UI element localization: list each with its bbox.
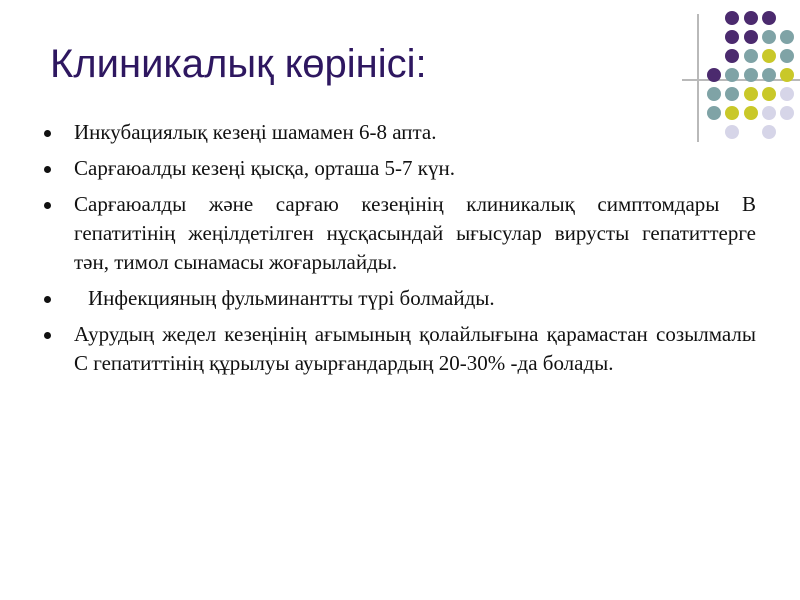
decorative-dot bbox=[780, 106, 794, 120]
decorative-dot bbox=[780, 49, 794, 63]
decorative-dot bbox=[725, 11, 739, 25]
slide-title: Клиникалық көрінісі: bbox=[50, 42, 427, 86]
decorative-dot bbox=[725, 49, 739, 63]
decorative-dot bbox=[762, 106, 776, 120]
decorative-dot bbox=[762, 49, 776, 63]
decorative-dot bbox=[744, 30, 758, 44]
bullet-list bbox=[44, 118, 756, 385]
decorative-dot bbox=[707, 87, 721, 101]
bullet-marker bbox=[44, 332, 51, 339]
bullet-item bbox=[44, 320, 756, 378]
decorative-horizontal-rule bbox=[682, 79, 800, 81]
bullet-item bbox=[44, 154, 756, 183]
decorative-dot bbox=[780, 87, 794, 101]
bullet-text: Сарғаюалды және сарғаю кезеңінің клиникалық симптомдары В гепатитінің жеңілдетілген нұсқасындай ығысулар вирусты гепатиттерге тән, тимол сынамасы жоғарылайды. bbox=[74, 192, 756, 274]
decorative-dot bbox=[762, 125, 776, 139]
bullet-marker bbox=[44, 166, 51, 173]
bullet-text: Аурудың жедел кезеңінің ағымының қолайлығына қарамастан созылмалы С гепатиттінің құрылуы ауырғандардың 20-30% -да болады. bbox=[74, 322, 756, 375]
bullet-text: Инфекцияның фульминантты түрі болмайды. bbox=[88, 286, 495, 310]
decorative-dot bbox=[744, 49, 758, 63]
decorative-dot bbox=[780, 30, 794, 44]
bullet-text: Сарғаюалды кезеңі қысқа, орташа 5-7 күн. bbox=[74, 156, 455, 180]
bullet-text: Инкубациялық кезеңі шамамен 6-8 апта. bbox=[74, 120, 437, 144]
decorative-dot bbox=[744, 87, 758, 101]
decorative-dot bbox=[762, 87, 776, 101]
decorative-dot bbox=[725, 87, 739, 101]
bullet-item bbox=[44, 118, 756, 147]
decorative-dot bbox=[725, 30, 739, 44]
decorative-dot bbox=[744, 11, 758, 25]
bullet-marker bbox=[44, 296, 51, 303]
bullet-marker bbox=[44, 202, 51, 209]
bullet-item bbox=[44, 190, 756, 277]
decorative-dot bbox=[762, 30, 776, 44]
bullet-item bbox=[44, 284, 756, 313]
decorative-dot bbox=[762, 11, 776, 25]
bullet-marker bbox=[44, 130, 51, 137]
